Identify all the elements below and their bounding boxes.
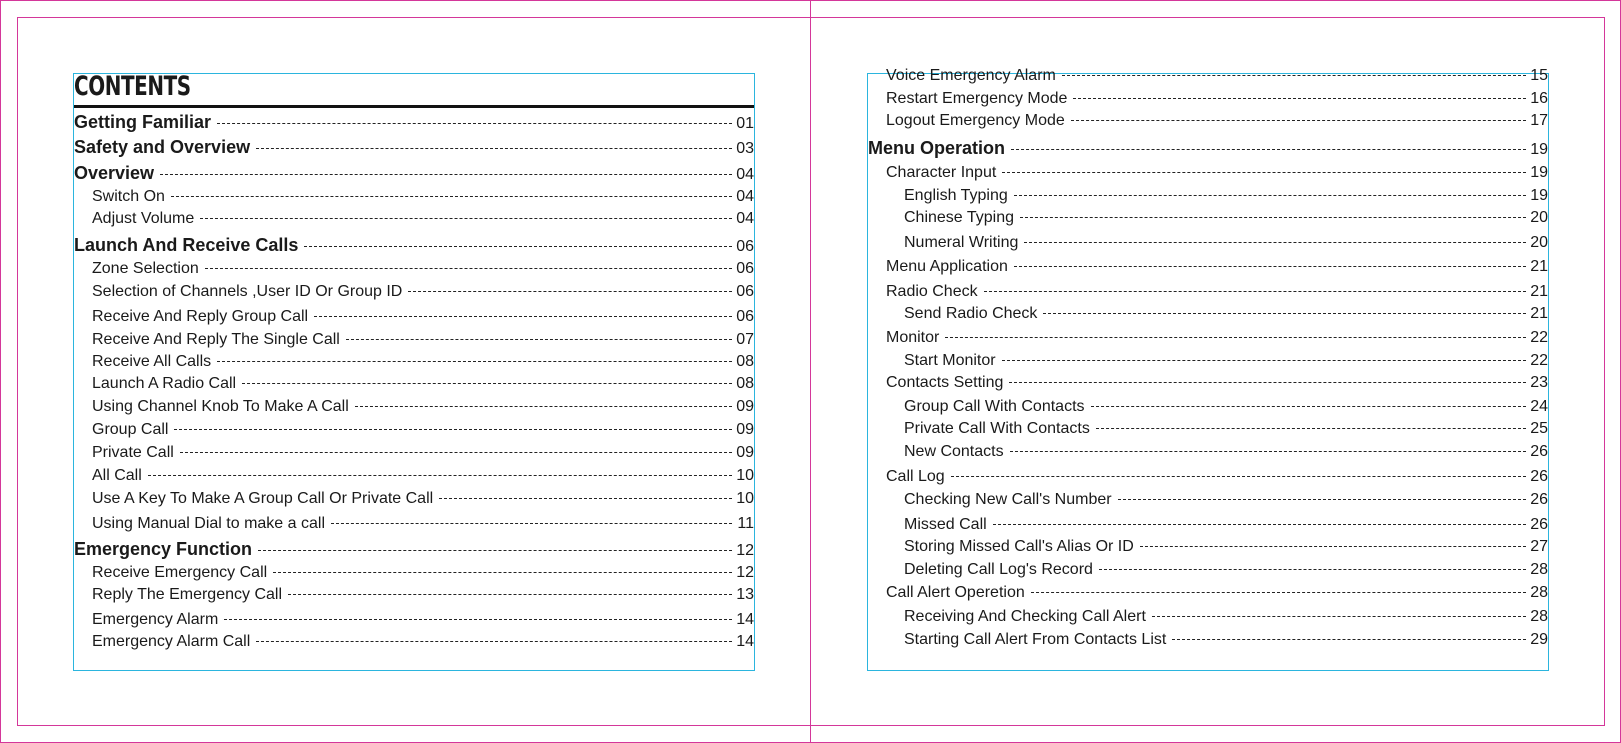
- toc-entry-label: Numeral Writing: [904, 234, 1019, 251]
- toc-entry-page-number: 14: [736, 633, 754, 650]
- toc-entry-page-number: 25: [1530, 420, 1548, 437]
- toc-entry-page-number: 08: [736, 375, 754, 392]
- toc-entry[interactable]: [904, 538, 1548, 556]
- toc-entry-page-number: 06: [736, 283, 754, 300]
- dot-leader: [1014, 195, 1526, 196]
- dot-leader: [1009, 382, 1526, 383]
- toc-entry-page-number: 06: [736, 308, 754, 325]
- toc-entry-label: Reply The Emergency Call: [92, 586, 283, 603]
- toc-entry[interactable]: [92, 353, 754, 371]
- toc-entry[interactable]: [886, 584, 1548, 602]
- toc-entry-page-number: 26: [1530, 443, 1548, 460]
- toc-entry-label: Zone Selection: [92, 260, 199, 277]
- toc-entry-page-number: 09: [736, 421, 754, 438]
- toc-entry-page-number: 20: [1530, 234, 1548, 251]
- toc-entry[interactable]: [868, 138, 1548, 159]
- toc-entry[interactable]: [92, 398, 754, 416]
- dot-leader: [1073, 98, 1526, 99]
- toc-entry-label: Call Log: [886, 468, 945, 485]
- toc-entry[interactable]: [904, 631, 1548, 649]
- toc-entry-page-number: 09: [736, 444, 754, 461]
- toc-entry-page-number: 08: [736, 353, 754, 370]
- toc-entry-label: Logout Emergency Mode: [886, 112, 1065, 129]
- toc-entry-page-number: 06: [736, 260, 754, 277]
- dot-leader: [1118, 499, 1526, 500]
- dot-leader: [217, 123, 732, 124]
- toc-entry-label: Receive Emergency Call: [92, 564, 268, 581]
- toc-entry-page-number: 26: [1530, 516, 1548, 533]
- toc-entry[interactable]: [74, 539, 754, 560]
- toc-entry-page-number: 22: [1530, 329, 1548, 346]
- toc-entry[interactable]: [904, 209, 1548, 227]
- toc-entry-label: Launch A Radio Call: [92, 375, 237, 392]
- toc-entry-label: Group Call With Contacts: [904, 398, 1085, 415]
- toc-entry[interactable]: [886, 258, 1548, 276]
- toc-entry[interactable]: [886, 164, 1548, 182]
- toc-entry[interactable]: [904, 491, 1548, 509]
- toc-entry[interactable]: [904, 352, 1548, 370]
- toc-entry-page-number: 06: [736, 238, 754, 255]
- dot-leader: [171, 196, 732, 197]
- toc-entry-page-number: 26: [1530, 468, 1548, 485]
- toc-entry-page-number: 22: [1530, 352, 1548, 369]
- toc-entry-page-number: 27: [1530, 538, 1548, 555]
- toc-entry[interactable]: [904, 187, 1548, 205]
- left-toc-panel: [73, 73, 755, 671]
- toc-entry-label: Send Radio Check: [904, 305, 1038, 322]
- toc-entry-page-number: 19: [1530, 187, 1548, 204]
- toc-entry-page-number: 19: [1530, 164, 1548, 181]
- toc-entry-page-number: 09: [736, 398, 754, 415]
- dot-leader: [1031, 592, 1526, 593]
- toc-entry[interactable]: [92, 421, 754, 439]
- toc-entry-label: Switch On: [92, 188, 165, 205]
- toc-entry-label: New Contacts: [904, 443, 1004, 460]
- dot-leader: [945, 337, 1526, 338]
- dot-leader: [1011, 149, 1526, 150]
- toc-entry[interactable]: [886, 283, 1548, 301]
- toc-entry-page-number: 26: [1530, 491, 1548, 508]
- toc-entry-label: Missed Call: [904, 516, 987, 533]
- toc-entry[interactable]: [92, 188, 754, 206]
- dot-leader: [1096, 428, 1526, 429]
- dot-leader: [160, 174, 732, 175]
- toc-entry[interactable]: [904, 234, 1548, 252]
- toc-entry-label: All Call: [92, 467, 142, 484]
- toc-entry-page-number: 10: [736, 490, 754, 507]
- toc-entry-label: Emergency Function: [74, 539, 253, 559]
- dot-leader: [993, 524, 1526, 525]
- toc-entry-label: Radio Check: [886, 283, 978, 300]
- page-fold-line: [810, 0, 811, 743]
- dot-leader: [1172, 639, 1526, 640]
- dot-leader: [1099, 569, 1526, 570]
- toc-entry-label: English Typing: [904, 187, 1008, 204]
- toc-entry-label: Receive All Calls: [92, 353, 212, 370]
- toc-entry-label: Private Call With Contacts: [904, 420, 1090, 437]
- toc-entry-page-number: 28: [1530, 561, 1548, 578]
- toc-entry-label: Restart Emergency Mode: [886, 90, 1068, 107]
- toc-entry[interactable]: [886, 468, 1548, 486]
- toc-entry-label: Receive And Reply Group Call: [92, 308, 309, 325]
- toc-entry-label: Monitor: [886, 329, 940, 346]
- toc-entry-label: Getting Familiar: [74, 112, 212, 132]
- toc-entry[interactable]: [904, 608, 1548, 626]
- toc-entry-label: Using Manual Dial to make a call: [92, 515, 325, 532]
- toc-entry-page-number: 21: [1530, 258, 1548, 275]
- toc-entry-page-number: 12: [736, 564, 754, 581]
- right-toc-panel: [867, 67, 1549, 671]
- toc-entry[interactable]: [904, 516, 1548, 534]
- dot-leader: [256, 148, 732, 149]
- dot-leader: [346, 339, 732, 340]
- dot-leader: [331, 523, 732, 524]
- toc-entry[interactable]: [92, 210, 754, 228]
- toc-entry-label: Overview: [74, 163, 155, 183]
- toc-entry-page-number: 04: [736, 210, 754, 227]
- toc-entry[interactable]: [92, 331, 754, 349]
- dot-leader: [1010, 451, 1526, 452]
- toc-entry-label: Private Call: [92, 444, 174, 461]
- toc-entry-label: Receive And Reply The Single Call: [92, 331, 340, 348]
- toc-entry-label: Launch And Receive Calls: [74, 235, 299, 255]
- toc-entry-page-number: 13: [736, 586, 754, 603]
- dot-leader: [1091, 406, 1526, 407]
- toc-entry-page-number: 04: [736, 188, 754, 205]
- toc-entry-page-number: 04: [736, 166, 754, 183]
- dot-leader: [288, 594, 732, 595]
- toc-entry[interactable]: [904, 561, 1548, 579]
- toc-entry[interactable]: [92, 515, 754, 533]
- dot-leader: [224, 619, 732, 620]
- dot-leader: [174, 429, 732, 430]
- toc-entry-page-number: 23: [1530, 374, 1548, 391]
- toc-entry-label: Storing Missed Call's Alias Or ID: [904, 538, 1134, 555]
- toc-entry[interactable]: [886, 67, 1548, 85]
- toc-entry-label: Start Monitor: [904, 352, 996, 369]
- dot-leader: [1152, 616, 1526, 617]
- toc-entry-label: Character Input: [886, 164, 997, 181]
- toc-entry[interactable]: [92, 260, 754, 278]
- dot-leader: [180, 452, 732, 453]
- toc-entry-page-number: 29: [1530, 631, 1548, 648]
- toc-entry[interactable]: [92, 611, 754, 629]
- toc-entry-page-number: 16: [1530, 90, 1548, 107]
- title-rule: [74, 105, 754, 108]
- toc-entry-page-number: 21: [1530, 305, 1548, 322]
- toc-entry[interactable]: [886, 112, 1548, 130]
- toc-entry-page-number: 20: [1530, 209, 1548, 226]
- toc-entry[interactable]: [74, 235, 754, 256]
- toc-entry[interactable]: [92, 283, 754, 301]
- dot-leader: [1020, 217, 1526, 218]
- toc-entry-page-number: 28: [1530, 584, 1548, 601]
- toc-entry[interactable]: [74, 137, 754, 158]
- dot-leader: [256, 641, 732, 642]
- toc-entry-page-number: 12: [736, 542, 754, 559]
- dot-leader: [1043, 313, 1526, 314]
- dot-leader: [1140, 546, 1526, 547]
- toc-entry[interactable]: [904, 443, 1548, 461]
- dot-leader: [1071, 120, 1526, 121]
- toc-entry-label: Group Call: [92, 421, 169, 438]
- toc-entry[interactable]: [886, 329, 1548, 347]
- dot-leader: [304, 246, 732, 247]
- dot-leader: [408, 291, 732, 292]
- toc-entry-page-number: 19: [1530, 141, 1548, 158]
- toc-entry-label: Starting Call Alert From Contacts List: [904, 631, 1167, 648]
- toc-entry-label: Safety and Overview: [74, 137, 251, 157]
- dot-leader: [1024, 242, 1526, 243]
- toc-entry-label: Contacts Setting: [886, 374, 1004, 391]
- toc-entry-page-number: 17: [1530, 112, 1548, 129]
- toc-entry-label: Call Alert Operetion: [886, 584, 1025, 601]
- toc-entry-page-number: 03: [736, 140, 754, 157]
- toc-entry[interactable]: [92, 308, 754, 326]
- dot-leader: [1062, 75, 1526, 76]
- dot-leader: [314, 316, 732, 317]
- toc-entry-label: Voice Emergency Alarm: [886, 67, 1056, 84]
- toc-entry-page-number: 14: [736, 611, 754, 628]
- toc-entry-page-number: 01: [736, 115, 754, 132]
- toc-entry[interactable]: [92, 564, 754, 582]
- toc-entry[interactable]: [904, 305, 1548, 323]
- toc-entry-label: Chinese Typing: [904, 209, 1014, 226]
- dot-leader: [1002, 172, 1526, 173]
- toc-entry-label: Selection of Channels ,User ID Or Group ID: [92, 283, 403, 300]
- toc-entry[interactable]: [886, 374, 1548, 392]
- toc-entry-page-number: 28: [1530, 608, 1548, 625]
- dot-leader: [984, 291, 1526, 292]
- toc-entry-page-number: 07: [736, 331, 754, 348]
- dot-leader: [217, 361, 732, 362]
- toc-entry[interactable]: [92, 633, 754, 651]
- toc-entry[interactable]: [92, 586, 754, 604]
- dot-leader: [1014, 266, 1526, 267]
- toc-entry[interactable]: [92, 444, 754, 462]
- toc-entry-page-number: 24: [1530, 398, 1548, 415]
- toc-entry-label: Emergency Alarm: [92, 611, 219, 628]
- toc-entry-label: Emergency Alarm Call: [92, 633, 251, 650]
- contents-title: CONTENTS: [74, 71, 191, 102]
- dot-leader: [148, 475, 732, 476]
- dot-leader: [951, 476, 1526, 477]
- toc-entry-label: Deleting Call Log's Record: [904, 561, 1093, 578]
- toc-entry-page-number: 10: [736, 467, 754, 484]
- toc-entry[interactable]: [74, 112, 754, 133]
- toc-entry-label: Checking New Call's Number: [904, 491, 1112, 508]
- toc-entry[interactable]: [92, 490, 754, 508]
- dot-leader: [355, 406, 732, 407]
- dot-leader: [242, 383, 732, 384]
- toc-entry[interactable]: [904, 420, 1548, 438]
- toc-entry-label: Menu Operation: [868, 138, 1006, 158]
- toc-entry[interactable]: [886, 90, 1548, 108]
- toc-entry-label: Use A Key To Make A Group Call Or Private Call: [92, 490, 434, 507]
- dot-leader: [205, 268, 732, 269]
- dot-leader: [200, 218, 732, 219]
- dot-leader: [258, 550, 732, 551]
- dot-leader: [439, 498, 732, 499]
- toc-entry-page-number: 15: [1530, 67, 1548, 84]
- toc-entry[interactable]: [92, 467, 754, 485]
- toc-entry-label: Receiving And Checking Call Alert: [904, 608, 1146, 625]
- toc-entry-label: Using Channel Knob To Make A Call: [92, 398, 349, 415]
- toc-entry[interactable]: [92, 375, 754, 393]
- toc-entry-label: Menu Application: [886, 258, 1008, 275]
- toc-entry-page-number: 21: [1530, 283, 1548, 300]
- dot-leader: [273, 572, 732, 573]
- dot-leader: [1002, 360, 1526, 361]
- toc-entry-page-number: 11: [737, 515, 754, 532]
- toc-entry-label: Adjust Volume: [92, 210, 195, 227]
- toc-entry[interactable]: [904, 398, 1548, 416]
- toc-entry[interactable]: [74, 163, 754, 184]
